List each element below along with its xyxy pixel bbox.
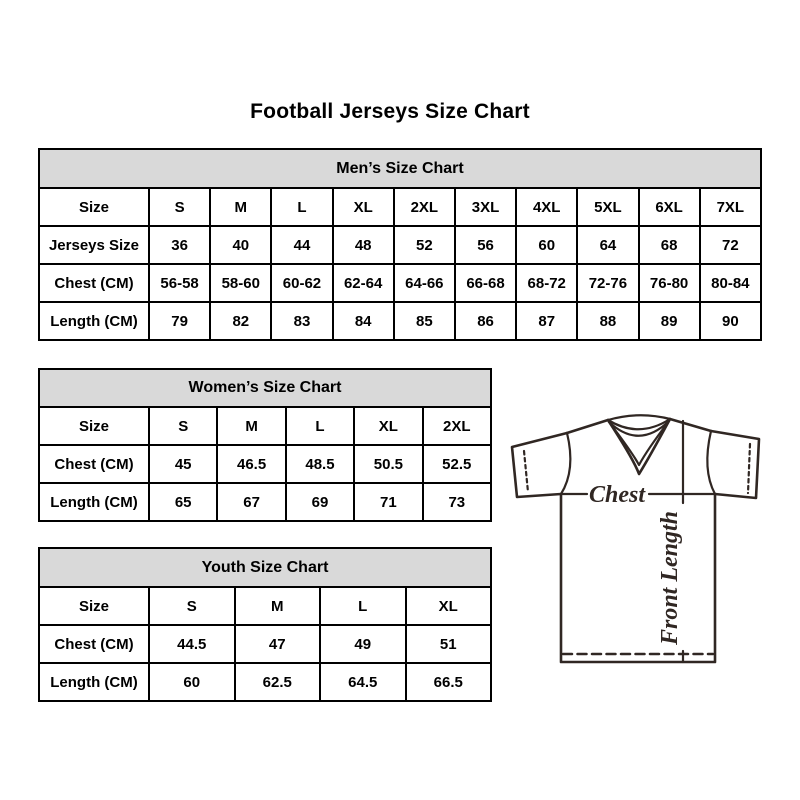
size-cell: 52 <box>394 226 455 264</box>
size-cell: S <box>149 407 217 445</box>
size-cell: 47 <box>235 625 321 663</box>
table-header: Youth Size Chart <box>39 548 491 587</box>
size-cell: M <box>217 407 285 445</box>
size-cell: 2XL <box>394 188 455 226</box>
size-cell: 5XL <box>577 188 638 226</box>
size-cell: 66.5 <box>406 663 492 701</box>
size-cell: 44.5 <box>149 625 235 663</box>
right-shoulder-line <box>670 419 711 431</box>
size-cell: 64.5 <box>320 663 406 701</box>
size-cell: 46.5 <box>217 445 285 483</box>
size-cell: 7XL <box>700 188 761 226</box>
size-cell: 76-80 <box>639 264 700 302</box>
size-cell: XL <box>333 188 394 226</box>
collar-back-arc <box>608 415 670 420</box>
size-cell: 79 <box>149 302 210 340</box>
left-armhole-seam <box>561 433 570 494</box>
row-label: Chest (CM) <box>39 445 149 483</box>
womens-size-table-grid <box>38 368 492 522</box>
mens-size-table <box>38 148 762 341</box>
size-cell: 56-58 <box>149 264 210 302</box>
size-cell: 65 <box>149 483 217 521</box>
size-cell: 62-64 <box>333 264 394 302</box>
size-cell: 80-84 <box>700 264 761 302</box>
size-cell: 84 <box>333 302 394 340</box>
size-cell: 60 <box>516 226 577 264</box>
size-cell: S <box>149 587 235 625</box>
youth-size-table <box>38 547 492 702</box>
row-label: Size <box>39 188 149 226</box>
row-label: Chest (CM) <box>39 625 149 663</box>
row-label: Jerseys Size <box>39 226 149 264</box>
right-cuff-dashed-line <box>748 444 750 493</box>
row-label: Length (CM) <box>39 483 149 521</box>
size-cell: 73 <box>423 483 491 521</box>
size-cell: 88 <box>577 302 638 340</box>
size-cell: 69 <box>286 483 354 521</box>
size-cell: 60 <box>149 663 235 701</box>
size-cell: 2XL <box>423 407 491 445</box>
size-cell: 64-66 <box>394 264 455 302</box>
size-cell: 90 <box>700 302 761 340</box>
size-cell: 60-62 <box>271 264 332 302</box>
size-cell: 40 <box>210 226 271 264</box>
size-cell: XL <box>406 587 492 625</box>
size-cell: 87 <box>516 302 577 340</box>
size-cell: 72 <box>700 226 761 264</box>
size-cell: 67 <box>217 483 285 521</box>
size-cell: 56 <box>455 226 516 264</box>
left-shoulder-line <box>567 420 608 433</box>
size-cell: L <box>286 407 354 445</box>
left-sleeve-outline <box>512 433 567 497</box>
size-cell: 48.5 <box>286 445 354 483</box>
jersey-diagram <box>503 408 767 672</box>
table-header: Men’s Size Chart <box>39 149 761 188</box>
size-cell: 45 <box>149 445 217 483</box>
row-label: Chest (CM) <box>39 264 149 302</box>
size-cell: 58-60 <box>210 264 271 302</box>
size-cell: 62.5 <box>235 663 321 701</box>
left-cuff-dashed-line <box>524 451 528 492</box>
size-cell: S <box>149 188 210 226</box>
row-label: Length (CM) <box>39 663 149 701</box>
size-cell: 71 <box>354 483 422 521</box>
right-armhole-seam <box>707 431 715 494</box>
size-cell: 4XL <box>516 188 577 226</box>
size-cell: 86 <box>455 302 516 340</box>
table-header: Women’s Size Chart <box>39 369 491 407</box>
size-cell: 48 <box>333 226 394 264</box>
row-label: Size <box>39 587 149 625</box>
chest-label: Chest <box>588 482 646 508</box>
size-cell: 6XL <box>639 188 700 226</box>
size-cell: 68-72 <box>516 264 577 302</box>
size-cell: 83 <box>271 302 332 340</box>
body-outline <box>561 494 715 662</box>
size-cell: L <box>320 587 406 625</box>
size-cell: 36 <box>149 226 210 264</box>
size-cell: 68 <box>639 226 700 264</box>
size-cell: XL <box>354 407 422 445</box>
size-cell: 64 <box>577 226 638 264</box>
right-sleeve-outline <box>711 431 759 498</box>
womens-size-table <box>38 368 492 522</box>
size-cell: M <box>235 587 321 625</box>
mens-size-table-grid <box>38 148 762 341</box>
youth-size-table-grid <box>38 547 492 702</box>
size-cell: 66-68 <box>455 264 516 302</box>
size-cell: M <box>210 188 271 226</box>
size-cell: 3XL <box>455 188 516 226</box>
size-cell: 89 <box>639 302 700 340</box>
row-label: Size <box>39 407 149 445</box>
size-cell: 52.5 <box>423 445 491 483</box>
size-cell: 72-76 <box>577 264 638 302</box>
page-title: Football Jerseys Size Chart <box>250 100 530 123</box>
size-cell: 82 <box>210 302 271 340</box>
size-cell: 50.5 <box>354 445 422 483</box>
size-cell: 85 <box>394 302 455 340</box>
size-cell: 44 <box>271 226 332 264</box>
size-cell: 51 <box>406 625 492 663</box>
front-length-label: Front Length <box>657 510 683 646</box>
row-label: Length (CM) <box>39 302 149 340</box>
size-cell: L <box>271 188 332 226</box>
size-cell: 49 <box>320 625 406 663</box>
